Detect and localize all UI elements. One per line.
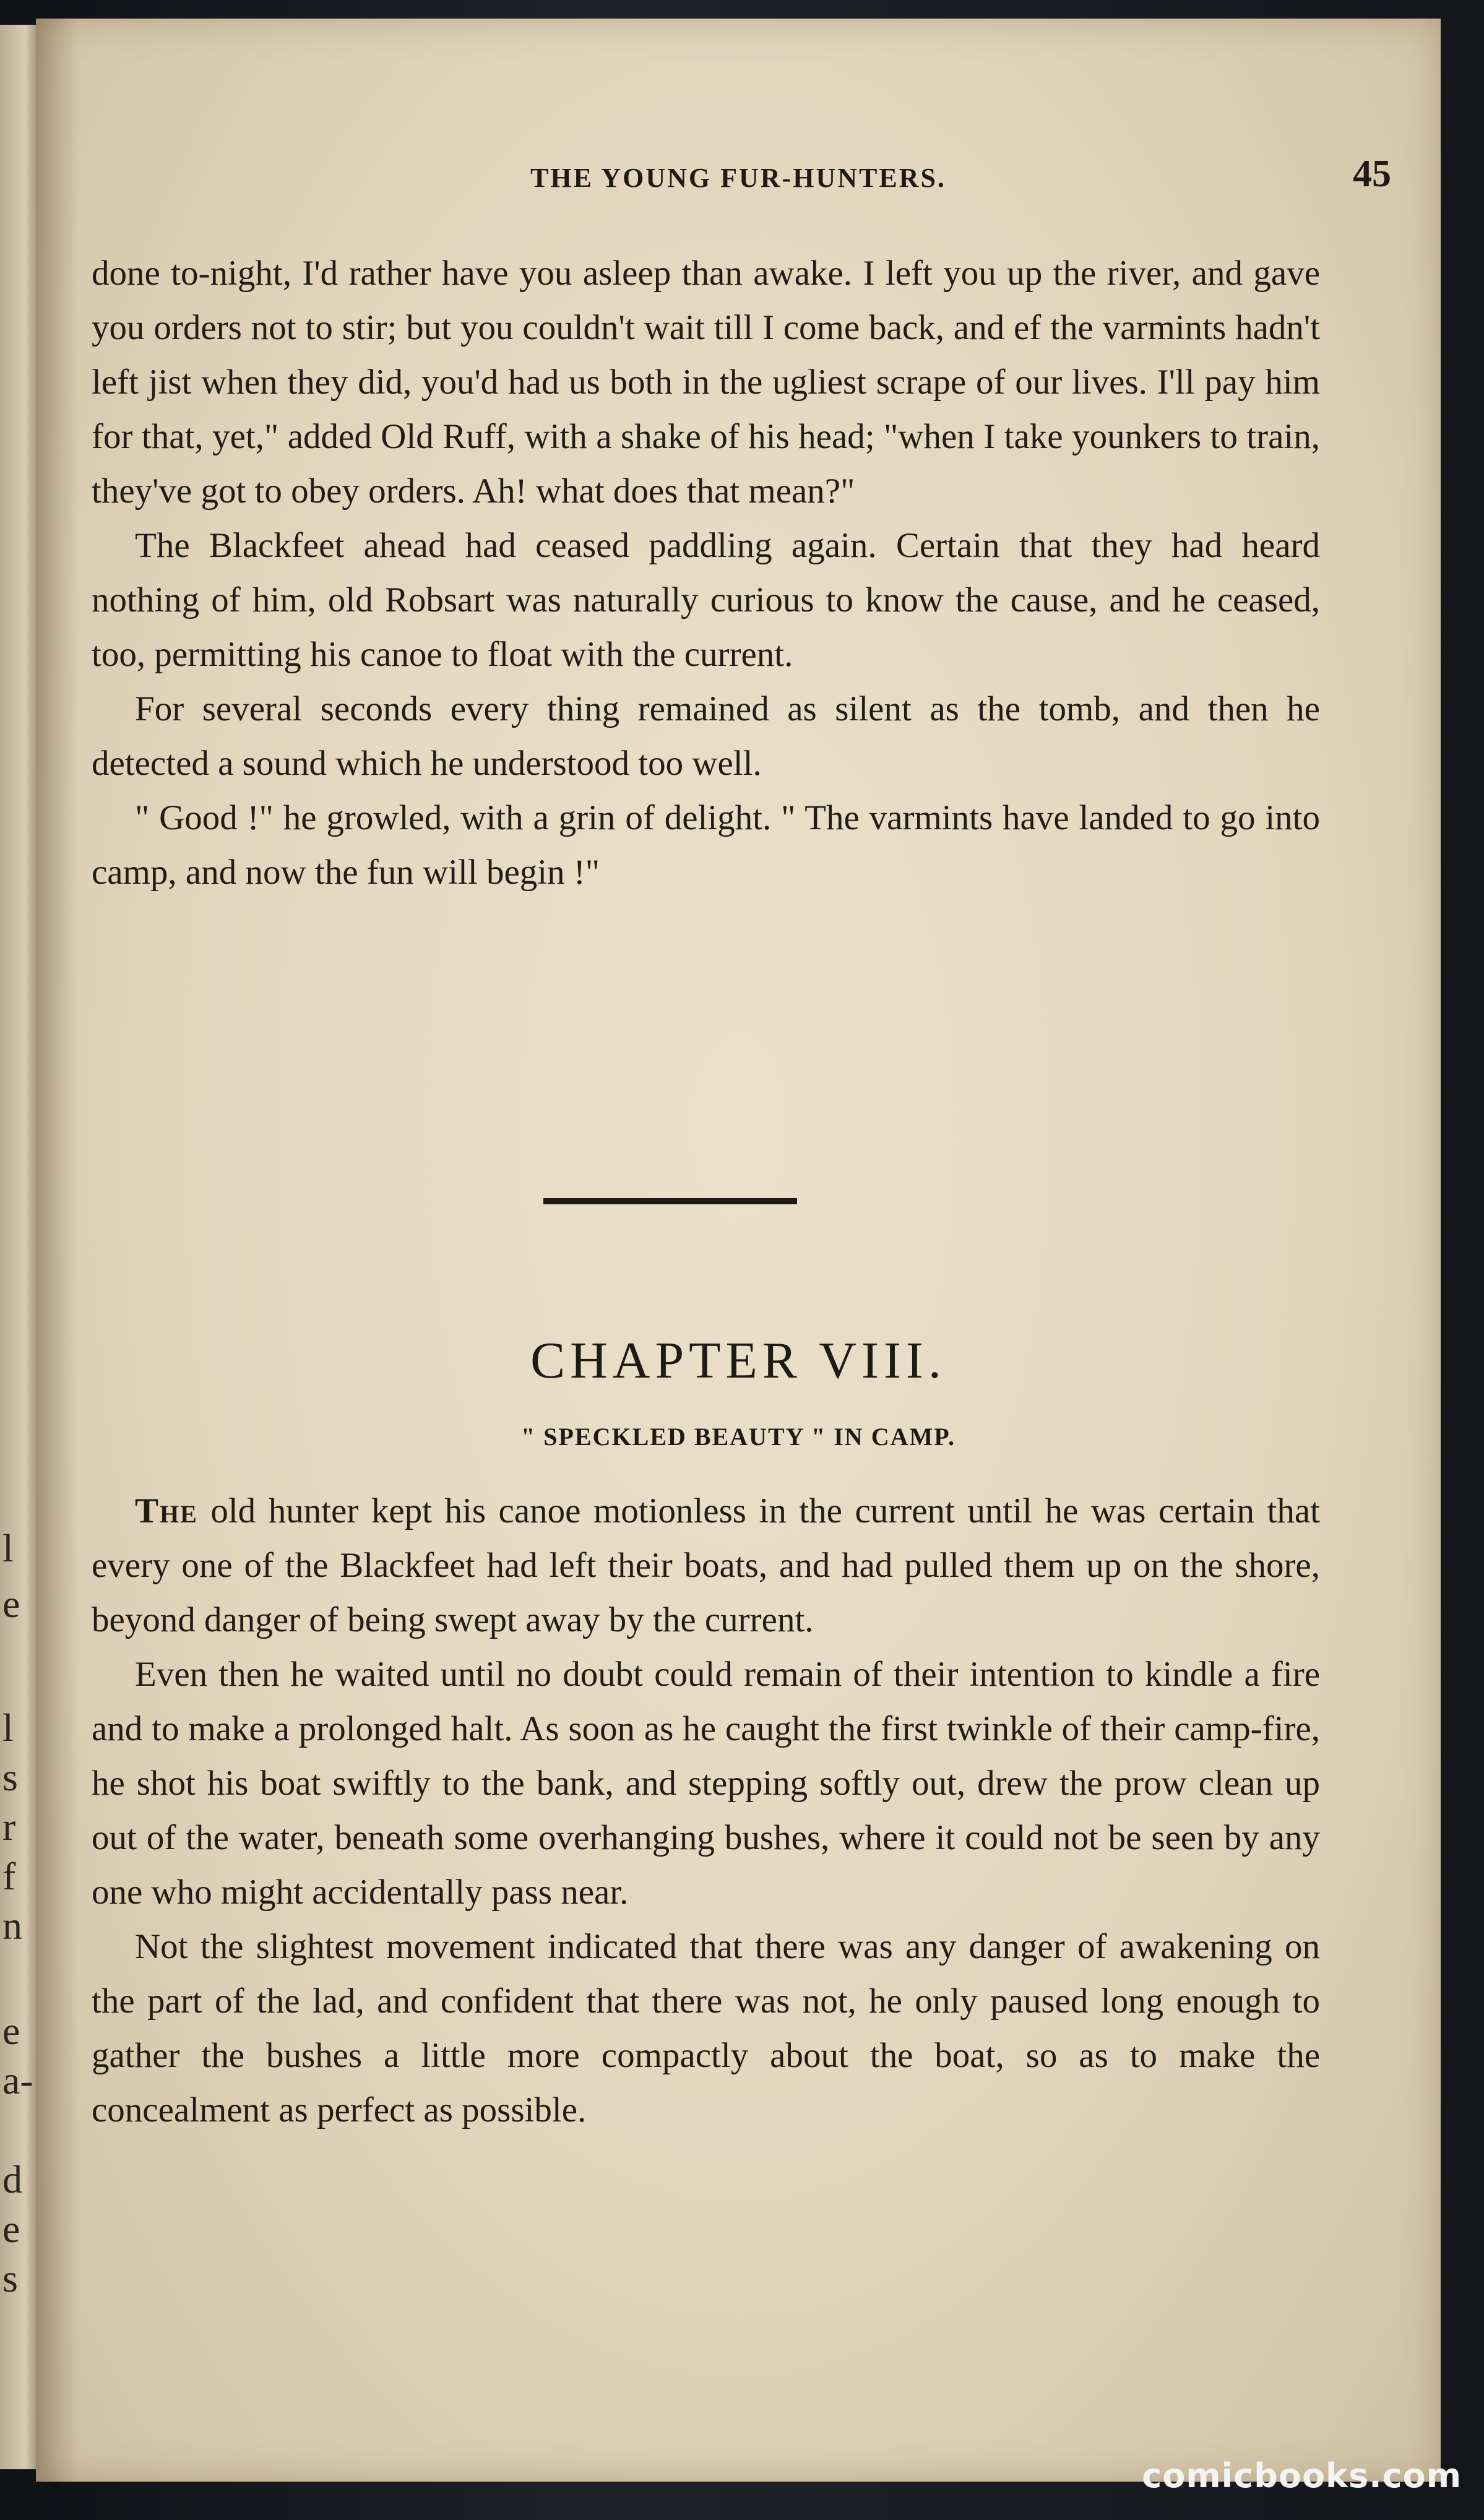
book-page <box>36 19 1441 2482</box>
facing-page-letter: r <box>2 1805 16 1849</box>
facing-page-letter: s <box>2 1755 18 1799</box>
running-head: THE YOUNG FUR-HUNTERS. <box>530 163 946 193</box>
paragraph: Even then he waited until no doubt could remain of their intention to kindle a fire and to make a prolonged halt. As soon as he caught the first twinkle of their camp-fire, he shot his boat swiftly to the bank, and stepping softly out, drew the prow clean up out of the water, beneath some overhanging bushes, where it could not be seen by any one who might accidentally pass near. <box>92 1655 1320 1912</box>
paragraph: The Blackfeet ahead had ceased paddling again. Certain that they had heard nothing of him, old Robsart was naturally curious to know the cause, and he ceased, too, permitting his canoe to float with the current. <box>92 526 1320 674</box>
section-rule <box>543 1198 797 1204</box>
chapter-title: CHAPTER VIII. <box>530 1332 946 1389</box>
facing-page-letter: l <box>2 1706 14 1750</box>
facing-page-letter: e <box>2 2207 20 2251</box>
spine-shadow <box>36 19 79 2482</box>
facing-page-letter: e <box>2 2009 20 2053</box>
facing-page-letter: a- <box>2 2058 33 2102</box>
paragraph: Not the slightest movement indicated that there was any danger of awakening on the part of the lad, and confident that there was not, he only paused long enough to gather the bushes a little more compactly about the boat, so as to make the concealment as perfect as possible. <box>92 1927 1320 2129</box>
chapter-subtitle: " SPECKLED BEAUTY " IN CAMP. <box>521 1423 956 1451</box>
page-number: 45 <box>1353 153 1391 195</box>
facing-page-letter: d <box>2 2157 22 2201</box>
paragraph-text: old hunter kept his canoe motionless in the current until he was certain that every one of the Blackfeet had left their boats, and had pulled them up on the shore, beyond danger of being swept away by the current. <box>92 1491 1320 1639</box>
watermark: comicbooks.com <box>1142 2456 1462 2495</box>
facing-page-letter: e <box>2 1582 20 1626</box>
paragraph: done to-night, I'd rather have you asleep than awake. I left you up the river, and gave you orders not to stir; but you couldn't wait till I come back, and ef the varmints hadn't left jist when they did, you'd had us both in the ugliest scrape of our lives. I'll pay him for that, yet," added Old Ruff, with a shake of his head; "when I take younkers to train, they've got to obey orders. Ah! what does that mean?" <box>92 254 1320 511</box>
text-block-top <box>92 246 1320 900</box>
facing-page-edge <box>0 25 36 2469</box>
paragraph: For several seconds every thing remained as silent as the tomb, and then he detected a sound which he understood too well. <box>92 689 1320 783</box>
facing-page-letter: f <box>2 1854 16 1898</box>
text-block-bottom <box>92 1484 1320 2138</box>
paragraph: " Good !" he growled, with a grin of delight. " The varmints have landed to go into camp, and now the fun will begin !" <box>92 798 1320 892</box>
paragraph <box>92 1484 1320 1647</box>
facing-page-letter: l <box>2 1526 14 1570</box>
facing-page-letter: s <box>2 2256 18 2300</box>
facing-page-letter: n <box>2 1904 22 1948</box>
drop-word: The <box>135 1491 198 1530</box>
